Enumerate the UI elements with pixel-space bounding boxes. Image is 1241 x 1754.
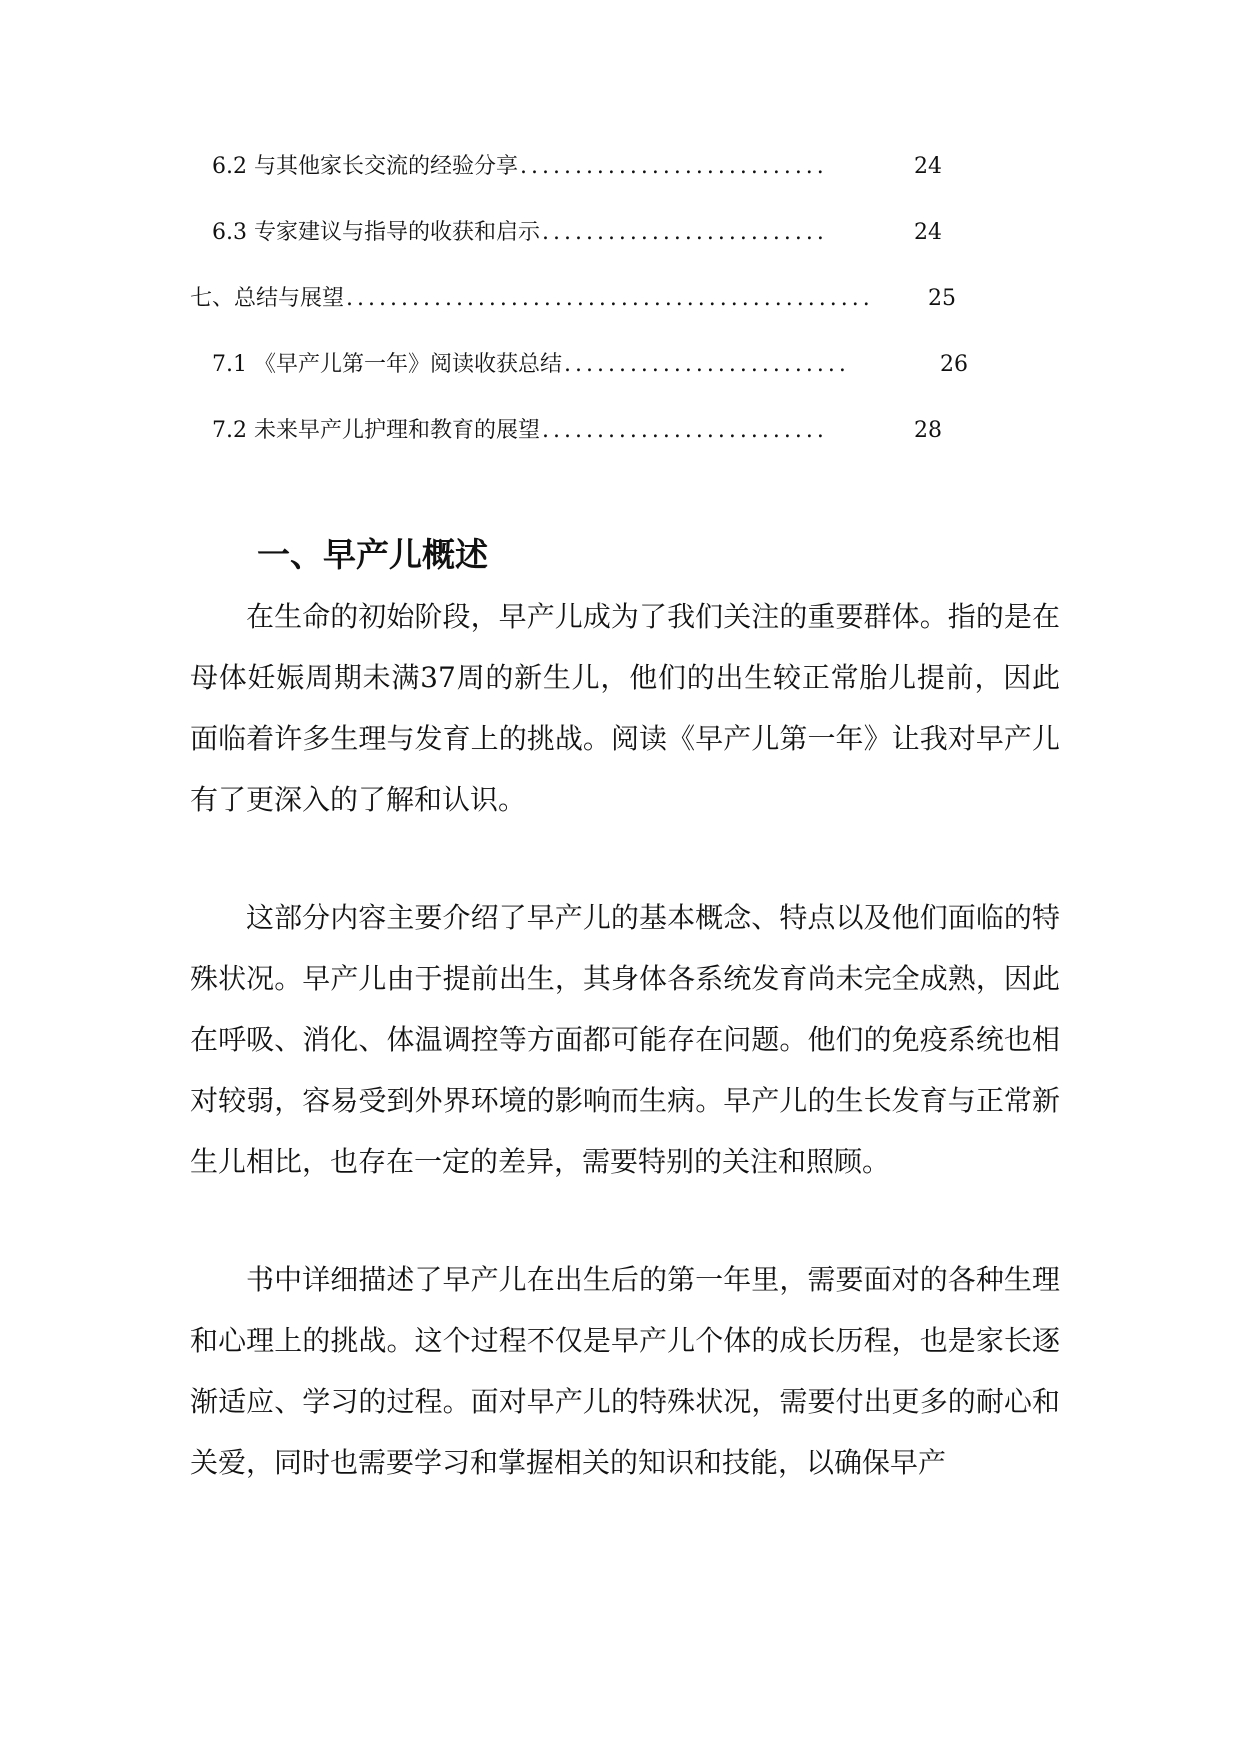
toc-page-number: 28 <box>914 418 942 443</box>
toc-entry-title: 七、总结与展望 <box>190 286 345 311</box>
toc-entry-title: 7.2 未来早产儿护理和教育的展望 <box>212 418 540 443</box>
toc-entry-chapter-7[interactable] <box>190 284 956 314</box>
toc-leader-dots: .......................... <box>541 418 828 443</box>
toc-page-number: 25 <box>928 286 956 311</box>
body-paragraph-2: 这部分内容主要介绍了早产儿的基本概念、特点以及他们面临的特殊状况。早产儿由于提前出生，其身体各系统发育尚未完全成熟，因此在呼吸、消化、体温调控等方面都可能存在问题。他们的免疫系统也相对较弱，容易受到外界环境的影响而生病。早产儿的生长发育与正常新生儿相比，也存在一定的差异，需要特别的关注和照顾。 <box>190 901 1060 1178</box>
toc-page-number: 26 <box>940 352 968 377</box>
toc-leader-dots: ............................ <box>519 154 828 179</box>
toc-page-number: 24 <box>914 154 942 179</box>
toc-entry-title: 6.3 专家建议与指导的收获和启示 <box>212 220 540 245</box>
section-heading: 一、早产儿概述 <box>257 535 488 575</box>
toc-entry-7-2[interactable] <box>212 416 942 446</box>
toc-leader-dots: .......................... <box>563 352 850 377</box>
toc-entry-6-2[interactable] <box>212 152 942 182</box>
body-paragraph-1: 在生命的初始阶段，早产儿成为了我们关注的重要群体。指的是在母体妊娠周期未满37周的新生儿，他们的出生较正常胎儿提前，因此面临着许多生理与发育上的挑战。阅读《早产儿第一年》让我对早产儿有了更深入的了解和认识。 <box>190 600 1060 816</box>
toc-entry-title: 6.2 与其他家长交流的经验分享 <box>212 154 518 179</box>
toc-leader-dots: .......................... <box>541 220 828 245</box>
toc-page-number: 24 <box>914 220 942 245</box>
toc-entry-6-3[interactable] <box>212 218 942 248</box>
toc-leader-dots: ................................................ <box>346 286 874 311</box>
toc-entry-title: 7.1 《早产儿第一年》阅读收获总结 <box>212 352 562 377</box>
toc-entry-7-1[interactable] <box>212 350 968 380</box>
body-paragraph-3: 书中详细描述了早产儿在出生后的第一年里，需要面对的各种生理和心理上的挑战。这个过程不仅是早产儿个体的成长历程，也是家长逐渐适应、学习的过程。面对早产儿的特殊状况，需要付出更多的耐心和关爱，同时也需要学习和掌握相关的知识和技能，以确保早产 <box>190 1263 1060 1479</box>
